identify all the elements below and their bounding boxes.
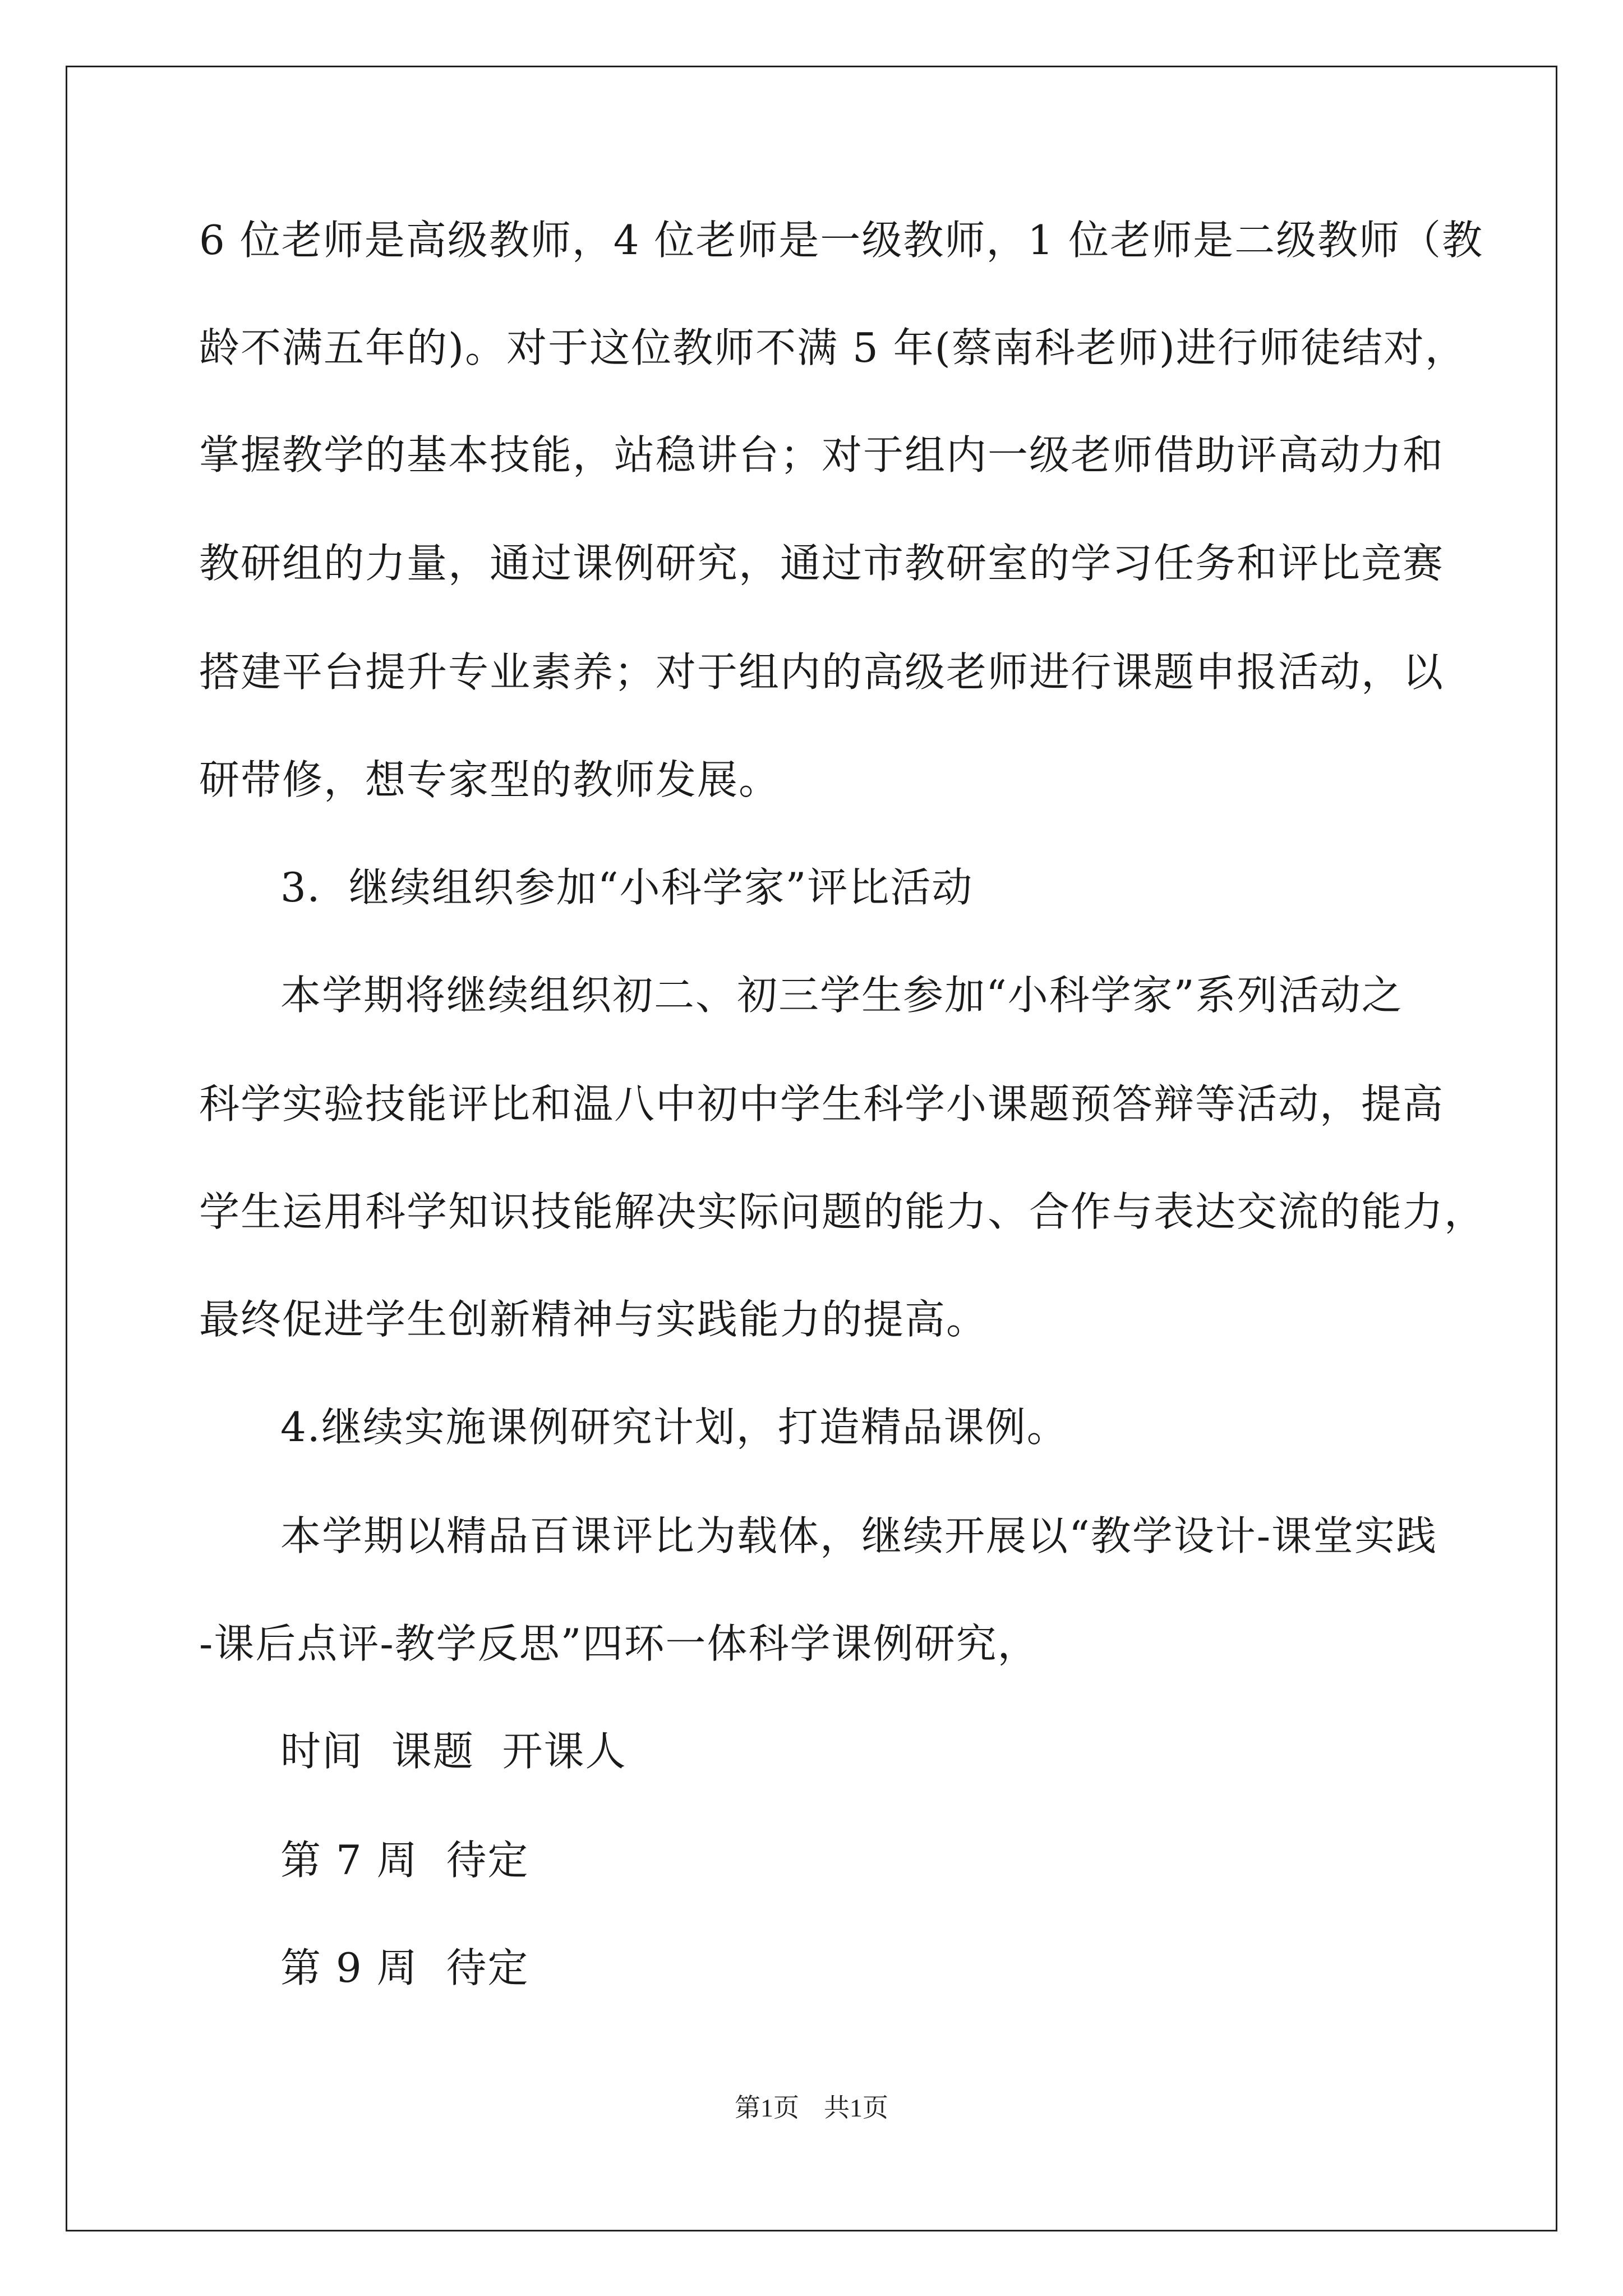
table-header-line: 时间 课题 开课人: [280, 1728, 627, 1775]
paragraph-line: 搭建平台提升专业素养；对于组内的高级老师进行课题申报活动，以: [199, 648, 1445, 696]
paragraph-line: 龄不满五年的)。对于这位教师不满 5 年(蔡南科老师)进行师徒结对，: [199, 324, 1467, 371]
paragraph-line: 掌握教学的基本技能，站稳讲台；对于组内一级老师借助评高动力和: [199, 431, 1445, 478]
paragraph-line: 教研组的力量，通过课例研究，通过市教研室的学习任务和评比竞赛: [199, 540, 1445, 587]
table-row-line: 第 9 周 待定: [280, 1944, 529, 1991]
page-number-total: 共1页: [824, 2093, 888, 2122]
paragraph-line: 6 位老师是高级教师，4 位老师是一级教师，1 位老师是二级教师（教: [199, 217, 1484, 264]
section-heading: 3．继续组织参加“小科学家”评比活动: [280, 864, 974, 911]
paragraph-line: 本学期将继续组织初二、初三学生参加“小科学家”系列活动之: [280, 972, 1403, 1019]
page-border: [66, 66, 1557, 2231]
paragraph-line: 学生运用科学知识技能解决实际问题的能力、合作与表达交流的能力，: [199, 1188, 1486, 1235]
page-number-current: 第1页: [735, 2093, 799, 2122]
paragraph-line: 研带修，想专家型的教师发展。: [199, 756, 781, 803]
paragraph-line: 科学实验技能评比和温八中初中学生科学小课题预答辩等活动，提高: [199, 1080, 1445, 1128]
paragraph-line: 本学期以精品百课评比为载体，继续开展以“教学设计-课堂实践: [280, 1512, 1438, 1559]
paragraph-line: 最终促进学生创新精神与实践能力的提高。: [199, 1296, 988, 1343]
table-row-line: 第 7 周 待定: [280, 1837, 529, 1884]
page-footer: [0, 2091, 1623, 2125]
paragraph-line: -课后点评-教学反思”四环一体科学课例研究，: [199, 1620, 1039, 1667]
section-heading: 4.继续实施课例研究计划，打造精品课例。: [280, 1404, 1068, 1451]
